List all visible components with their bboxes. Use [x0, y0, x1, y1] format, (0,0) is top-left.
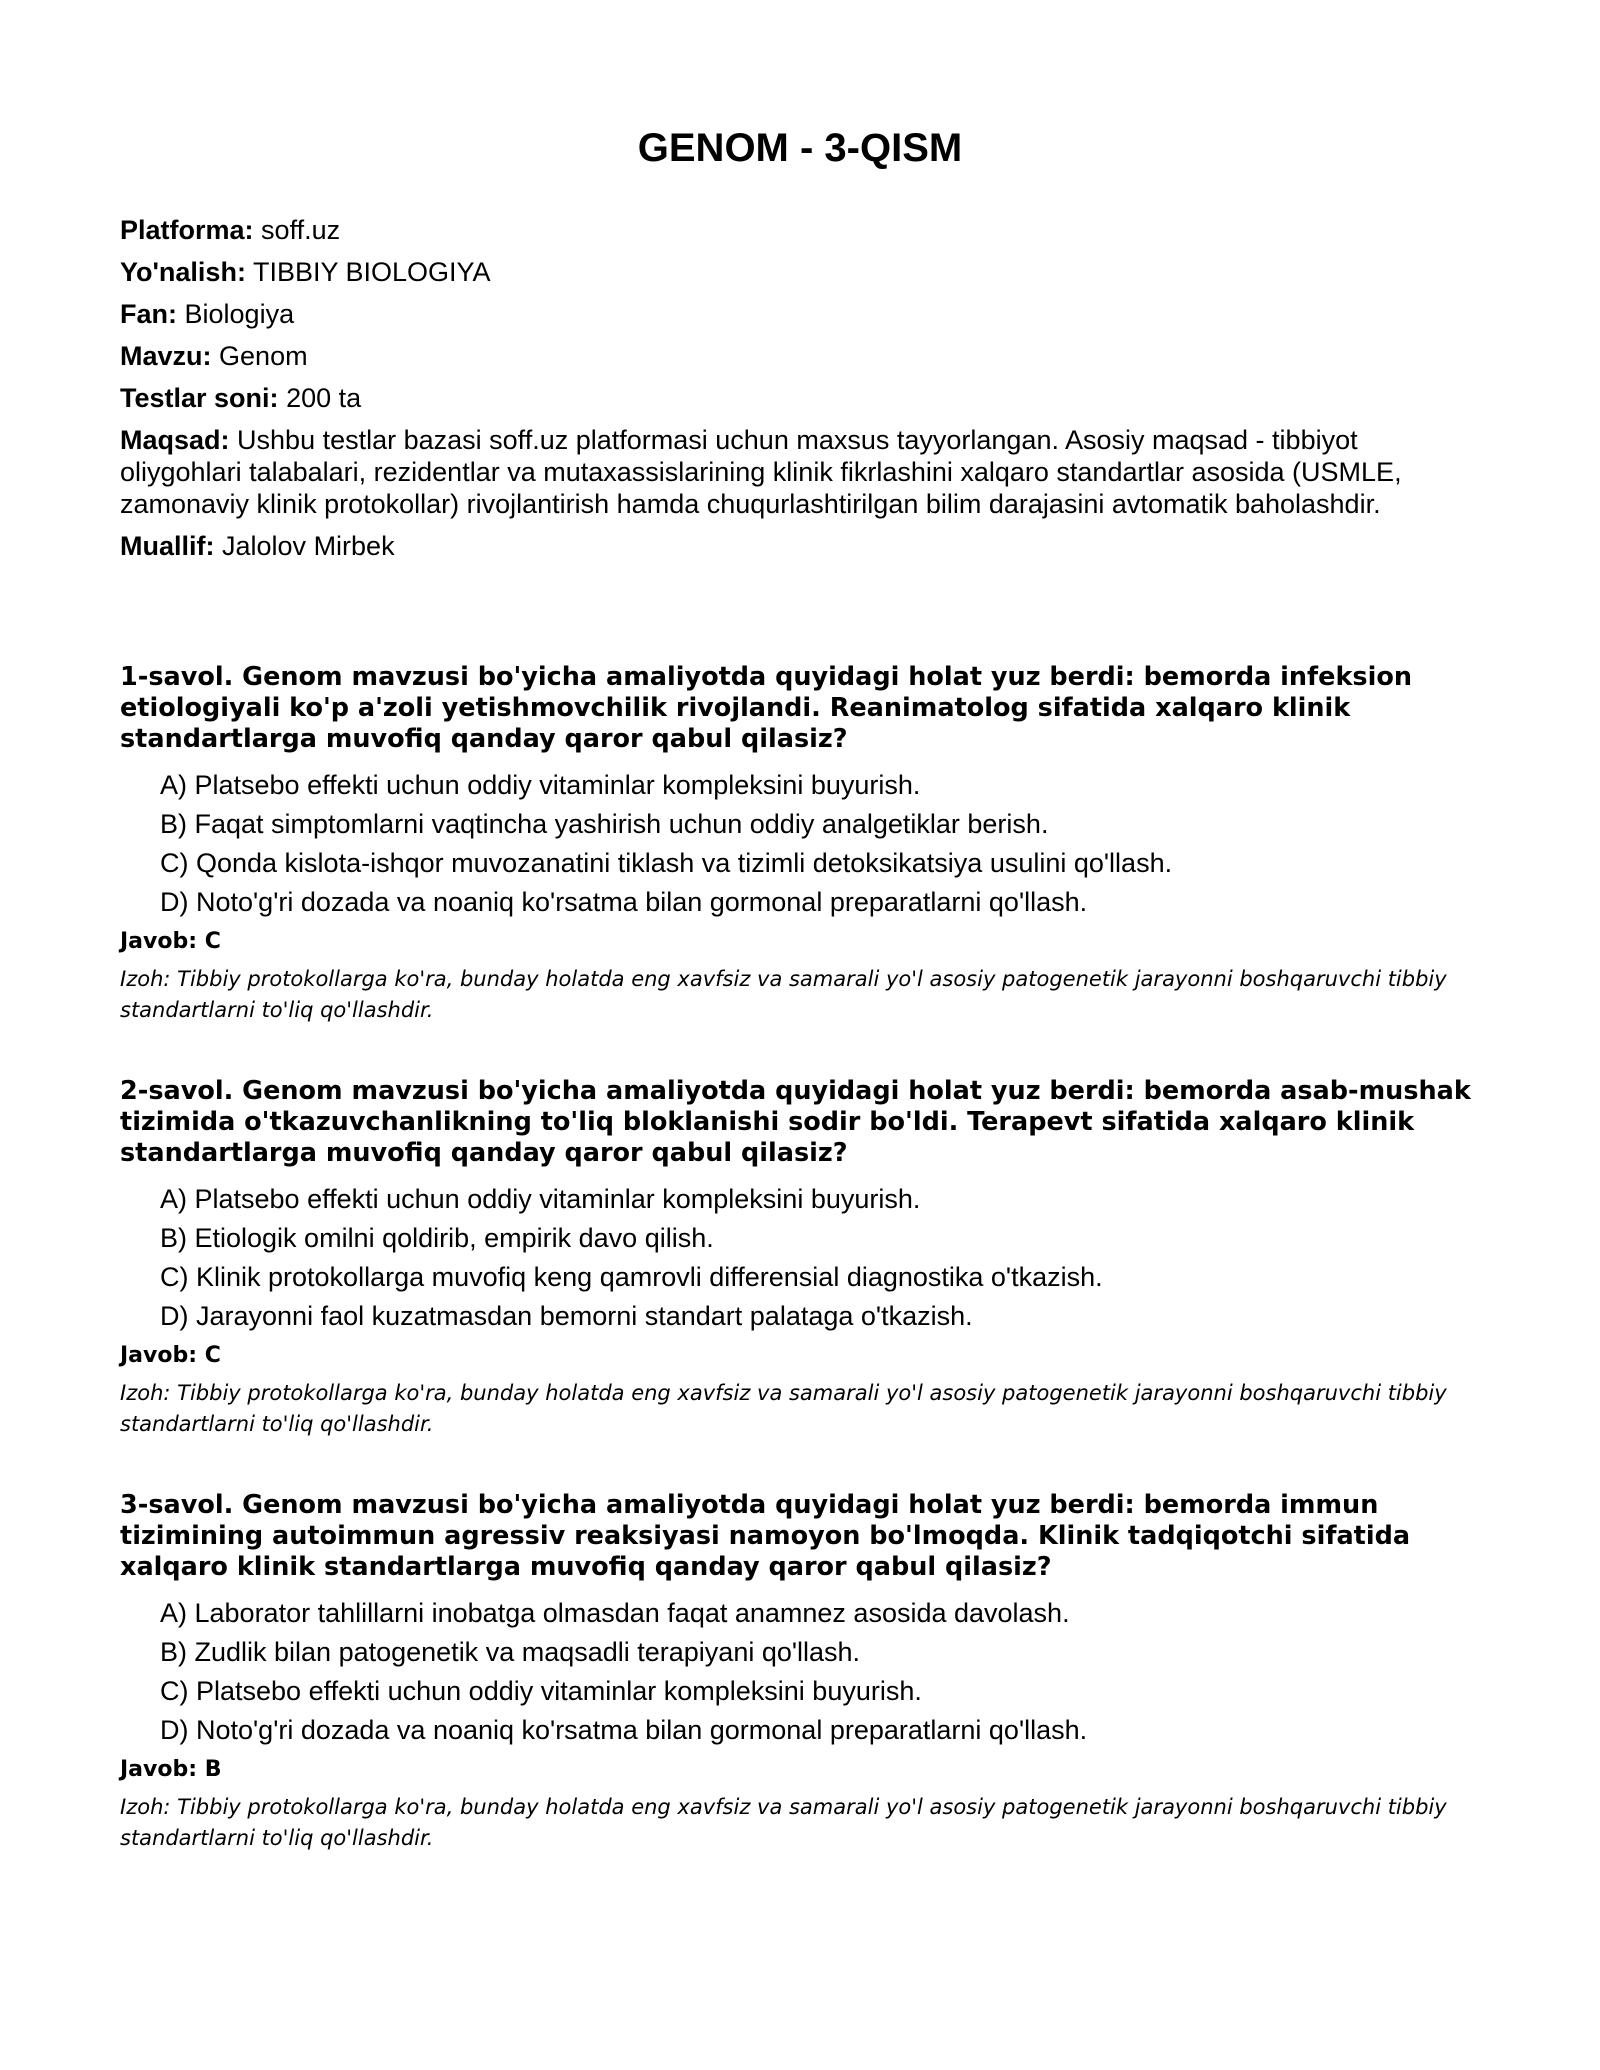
- answer-option: C) Klinik protokollarga muvofiq keng qamrovli differensial diagnostika o'tkazish.: [160, 1262, 1103, 1292]
- correct-answer: Javob: C: [120, 929, 221, 954]
- document-page: [120, 120, 1480, 1854]
- meta-label: Maqsad:: [120, 425, 230, 455]
- question-text: 3-savol. Genom mavzusi bo'yicha amaliyotda quyidagi holat yuz berdi: bemorda immun tizimining autoimmun agressiv reaksiyasi namoyon bo'lmoqda. Klinik tadqiqotchi sifatida xalqaro klinik standartlarga muvofiq qanday qaror qabul qilasiz?: [120, 1490, 1411, 1582]
- question-spacer: [120, 1440, 1480, 1490]
- meta-value: 200 ta: [286, 383, 362, 413]
- document-meta: [120, 214, 1480, 562]
- answer-option: A) Platsebo effekti uchun oddiy vitaminlar kompleksini buyurish.: [160, 770, 921, 800]
- meta-label: Yo'nalish:: [120, 257, 246, 287]
- section-spacer: [120, 572, 1480, 662]
- meta-label: Platforma:: [120, 215, 254, 245]
- answer-option: B) Faqat simptomlarni vaqtincha yashirish uchun oddiy analgetiklar berish.: [160, 809, 1049, 839]
- meta-label: Fan:: [120, 299, 177, 329]
- answer-option: A) Laborator tahlillarni inobatga olmasdan faqat anamnez asosida davolash.: [160, 1598, 1070, 1628]
- meta-subject: [120, 298, 1480, 330]
- explanation-note: Izoh: Tibbiy protokollarga ko'ra, bunday holatda eng xavfsiz va samarali yo'l asosiy patogenetik jarayonni boshqaruvchi tibbiy standartlarni to'liq qo'llashdir.: [120, 1381, 1447, 1436]
- correct-answer: Javob: B: [120, 1757, 222, 1782]
- meta-label: Mavzu:: [120, 341, 212, 371]
- meta-topic: [120, 340, 1480, 372]
- answer-option: A) Platsebo effekti uchun oddiy vitaminlar kompleksini buyurish.: [160, 1184, 921, 1214]
- answer-option: D) Jarayonni faol kuzatmasdan bemorni standart palataga o'tkazish.: [160, 1301, 973, 1331]
- explanation-note: Izoh: Tibbiy protokollarga ko'ra, bunday holatda eng xavfsiz va samarali yo'l asosiy patogenetik jarayonni boshqaruvchi tibbiy standartlarni to'liq qo'llashdir.: [120, 967, 1447, 1022]
- meta-direction: [120, 256, 1480, 288]
- correct-answer: Javob: C: [120, 1343, 221, 1368]
- answer-option: C) Qonda kislota-ishqor muvozanatini tiklash va tizimli detoksikatsiya usulini qo'llash.: [160, 848, 1173, 878]
- question-block: [120, 662, 1480, 1026]
- explanation-note: Izoh: Tibbiy protokollarga ko'ra, bunday holatda eng xavfsiz va samarali yo'l asosiy patogenetik jarayonni boshqaruvchi tibbiy standartlarni to'liq qo'llashdir.: [120, 1795, 1447, 1850]
- question-text: 2-savol. Genom mavzusi bo'yicha amaliyotda quyidagi holat yuz berdi: bemorda asab-mushak tizimida o'tkazuvchanlikning to'liq bloklanishi sodir bo'ldi. Terapevt sifatida xalqaro klinik standartlarga muvofiq qanday qaror qabul qilasiz?: [120, 1076, 1471, 1168]
- answer-option: B) Etiologik omilni qoldirib, empirik davo qilish.: [160, 1223, 714, 1253]
- document-title: GENOM - 3-QISM: [637, 126, 963, 170]
- meta-label: Testlar soni:: [120, 383, 279, 413]
- meta-value: Jalolov Mirbek: [222, 531, 395, 561]
- meta-goal: [120, 424, 1480, 520]
- meta-test-count: [120, 382, 1480, 414]
- meta-value: Biologiya: [184, 299, 295, 329]
- question-text: 1-savol. Genom mavzusi bo'yicha amaliyotda quyidagi holat yuz berdi: bemorda infeksion etiologiyali ko'p a'zoli yetishmovchilik rivojlandi. Reanimatolog sifatida xalqaro klinik standartlarga muvofiq qanday qaror qabul qilasiz?: [120, 662, 1412, 754]
- answer-option: D) Noto'g'ri dozada va noaniq ko'rsatma bilan gormonal preparatlarni qo'llash.: [160, 1715, 1088, 1745]
- meta-value: TIBBIY BIOLOGIYA: [252, 257, 491, 287]
- question-spacer: [120, 1026, 1480, 1076]
- meta-label: Muallif:: [120, 531, 215, 561]
- meta-value: soff.uz: [261, 215, 341, 245]
- answer-option: D) Noto'g'ri dozada va noaniq ko'rsatma bilan gormonal preparatlarni qo'llash.: [160, 887, 1088, 917]
- meta-author: [120, 530, 1480, 562]
- answer-option: B) Zudlik bilan patogenetik va maqsadli terapiyani qo'llash.: [160, 1637, 861, 1667]
- answer-option: C) Platsebo effekti uchun oddiy vitaminlar kompleksini buyurish.: [160, 1676, 922, 1706]
- question-block: [120, 1490, 1480, 1854]
- meta-value: Genom: [219, 341, 308, 371]
- meta-platform: [120, 214, 1480, 246]
- question-block: [120, 1076, 1480, 1440]
- meta-value: Ushbu testlar bazasi soff.uz platformasi uchun maxsus tayyorlangan. Asosiy maqsad - tibbiyot oliygohlari talabalari, rezidentlar va mutaxassislarining klinik fikrlashini xalqaro standartlar asosida (USMLE, zamonaviy klinik protokollar) rivojlantirish hamda chuqurlashtirilgan bilim darajasini avtomatik baholashdir.: [120, 425, 1402, 519]
